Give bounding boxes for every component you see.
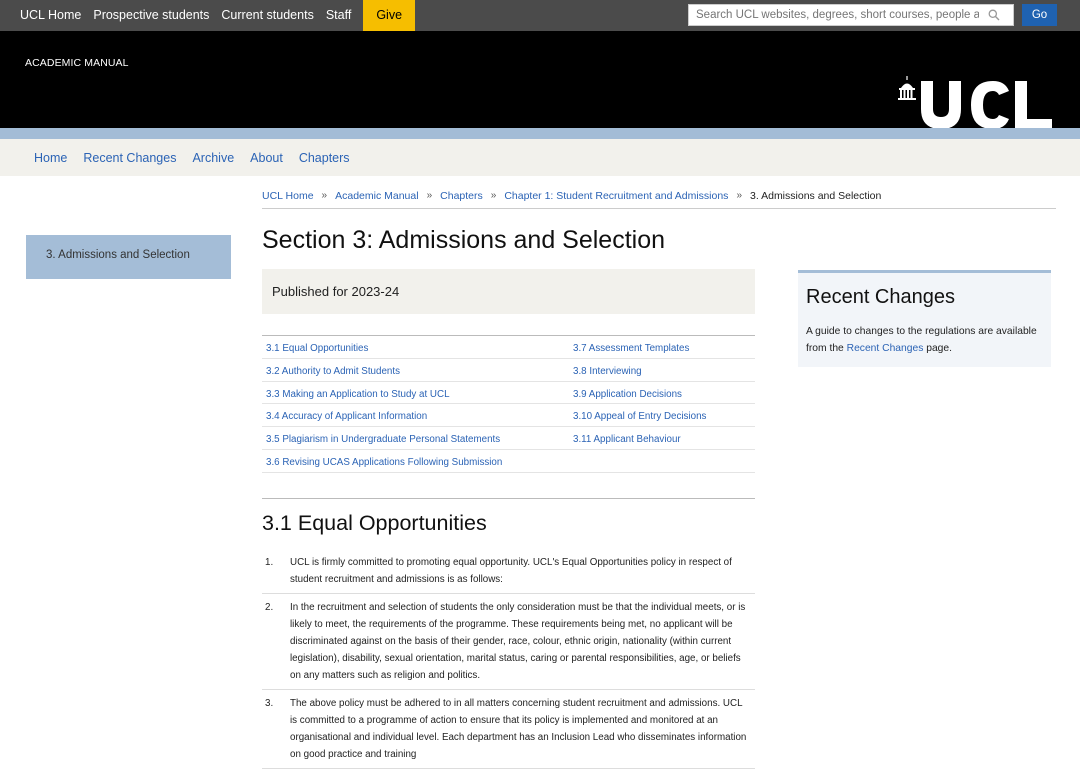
site-title[interactable]: ACADEMIC MANUAL bbox=[25, 57, 129, 69]
toc-link-3-1[interactable]: 3.1 Equal Opportunities bbox=[266, 343, 369, 354]
section-heading: 3.1 Equal Opportunities bbox=[262, 511, 487, 535]
section-navigation bbox=[0, 139, 1080, 176]
toc-divider bbox=[262, 498, 755, 499]
nav-recent-changes[interactable]: Recent Changes bbox=[83, 150, 177, 165]
toc-link-3-10[interactable]: 3.10 Appeal of Entry Decisions bbox=[573, 411, 707, 423]
toc-row bbox=[262, 404, 755, 427]
list-item bbox=[262, 594, 755, 690]
breadcrumb-academic-manual[interactable]: Academic Manual bbox=[335, 190, 419, 202]
ucl-logo[interactable] bbox=[897, 73, 1062, 131]
toc-link-3-6[interactable]: 3.6 Revising UCAS Applications Following Submission bbox=[266, 456, 503, 468]
nav-about[interactable]: About bbox=[250, 150, 283, 165]
list-item-number: 2. bbox=[265, 602, 274, 613]
header-band bbox=[0, 128, 1080, 139]
toc-row bbox=[262, 336, 755, 359]
toc-row bbox=[262, 382, 755, 405]
page-title: Section 3: Admissions and Selection bbox=[262, 226, 666, 254]
toc-row bbox=[262, 427, 755, 450]
breadcrumb-separator: » bbox=[426, 190, 433, 201]
recent-changes-link[interactable]: Recent Changes bbox=[846, 343, 924, 354]
list-item-number: 1. bbox=[265, 557, 274, 568]
top-link-staff[interactable]: Staff bbox=[325, 8, 352, 22]
breadcrumb-chapters[interactable]: Chapters bbox=[440, 190, 483, 202]
search-box bbox=[688, 4, 1014, 26]
toc-link-3-5[interactable]: 3.5 Plagiarism in Undergraduate Personal Statements bbox=[266, 434, 501, 446]
toc-link-3-11[interactable]: 3.11 Applicant Behaviour bbox=[573, 434, 681, 446]
toc-link-3-7[interactable]: 3.7 Assessment Templates bbox=[573, 343, 690, 354]
toc-row bbox=[262, 359, 755, 382]
top-link-ucl-home[interactable]: UCL Home bbox=[20, 8, 82, 22]
widget-text-before: A guide to changes to the regulations are available from the bbox=[806, 326, 1037, 354]
search-input[interactable] bbox=[689, 5, 979, 25]
ucl-wordmark bbox=[921, 81, 1052, 129]
top-link-prospective-students[interactable]: Prospective students bbox=[93, 8, 210, 22]
sidebar-item-admissions-and-selection[interactable]: 3. Admissions and Selection bbox=[26, 235, 231, 279]
breadcrumb-chapter-1[interactable]: Chapter 1: Student Recruitment and Admissions bbox=[504, 190, 729, 202]
give-button[interactable]: Give bbox=[363, 0, 415, 31]
widget-text bbox=[806, 323, 1046, 357]
toc-row bbox=[262, 450, 755, 473]
top-bar bbox=[0, 0, 1080, 31]
top-navigation bbox=[20, 0, 415, 31]
breadcrumb-separator: » bbox=[736, 190, 742, 201]
breadcrumb-ucl-home[interactable]: UCL Home bbox=[262, 190, 314, 202]
toc-link-3-9[interactable]: 3.9 Application Decisions bbox=[573, 388, 682, 400]
published-notice: Published for 2023-24 bbox=[262, 269, 755, 314]
nav-home[interactable]: Home bbox=[34, 150, 68, 165]
toc-link-3-4[interactable]: 3.4 Accuracy of Applicant Information bbox=[266, 411, 428, 423]
recent-changes-widget bbox=[798, 270, 1051, 367]
top-link-current-students[interactable]: Current students bbox=[221, 8, 314, 22]
nav-chapters[interactable]: Chapters bbox=[298, 150, 350, 165]
breadcrumb-current: 3. Admissions and Selection bbox=[750, 190, 882, 202]
go-button[interactable]: Go bbox=[1022, 4, 1057, 26]
list-item bbox=[262, 549, 755, 594]
breadcrumb-separator: » bbox=[490, 190, 497, 201]
table-of-contents bbox=[262, 335, 755, 473]
list-item-number: 3. bbox=[265, 698, 274, 709]
site-header bbox=[0, 31, 1080, 128]
portico-icon bbox=[898, 76, 916, 100]
toc-link-3-3[interactable]: 3.3 Making an Application to Study at UCL bbox=[266, 388, 450, 400]
breadcrumb-separator: » bbox=[321, 190, 328, 201]
nav-archive[interactable]: Archive bbox=[192, 150, 235, 165]
list-item-text: In the recruitment and selection of students the only consideration must be that the individual meets, or is likely to meet, the requirements of the programme. These requirements being met, no applicant will be discriminated against on the basis of their gender, race, colour, ethnic origin, nationality (within current legislation), disability, sexual orientation, marital status, caring or parental responsibilities, age, or beliefs on any matters such as religion and politics. bbox=[290, 602, 746, 681]
list-item bbox=[262, 690, 755, 769]
list-item-text: UCL is firmly committed to promoting equal opportunity. UCL's Equal Opportunities policy in respect of student recruitment and admissions is as follows: bbox=[290, 557, 732, 585]
breadcrumb bbox=[262, 190, 1056, 209]
search-icon[interactable] bbox=[987, 8, 1001, 22]
list-item-text: The above policy must be adhered to in all matters concerning student recruitment and admissions. UCL is committed to a programme of action to ensure that its policy is implemented and monitored at an organisational and individual level. Each department has an Inclusion Lead who disseminates information on good practice and training bbox=[290, 698, 747, 760]
widget-title: Recent Changes bbox=[806, 286, 955, 308]
toc-link-3-8[interactable]: 3.8 Interviewing bbox=[573, 365, 642, 377]
section-nav-items bbox=[34, 139, 366, 176]
policy-list bbox=[262, 549, 755, 769]
widget-text-after: page. bbox=[923, 343, 952, 354]
toc-link-3-2[interactable]: 3.2 Authority to Admit Students bbox=[266, 365, 400, 377]
